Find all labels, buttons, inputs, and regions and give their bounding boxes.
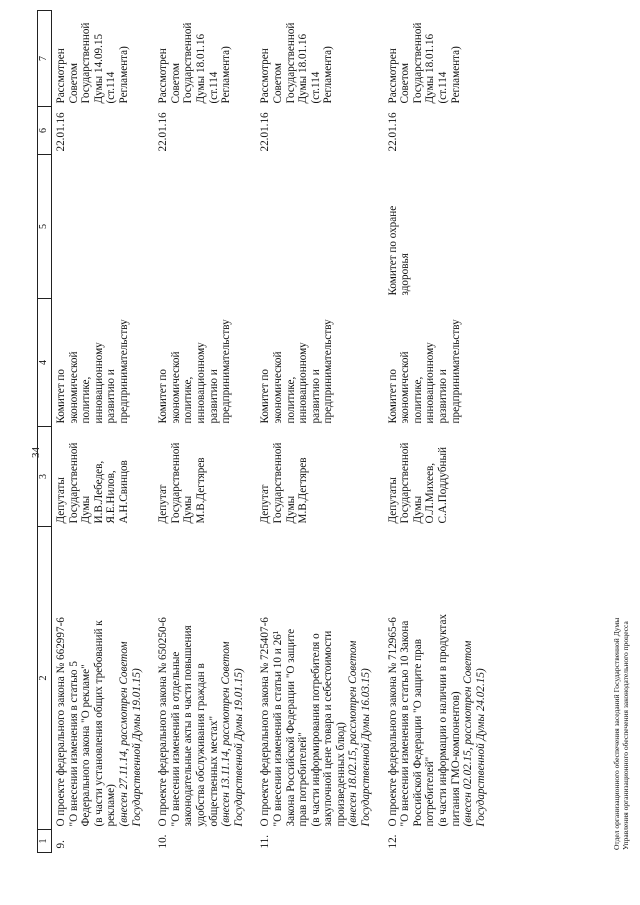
cell-line: Комитет по	[157, 369, 170, 424]
cell-line: (в части установления общих требований к	[92, 620, 105, 827]
cell-line: инновационному	[92, 342, 105, 424]
cell-line: Думы	[411, 495, 424, 524]
cell-line: Советом	[169, 63, 182, 104]
cell-line: произведенных блюд)	[334, 722, 347, 827]
authors-cell	[154, 427, 256, 527]
cell-line: закупочной цене товара и себестоимости	[322, 630, 335, 827]
table-row	[256, 11, 383, 853]
cell-line: (внесен 13.11.14, рассмотрен Советом	[220, 641, 233, 827]
cell-line: потребителей"	[424, 756, 437, 827]
committee-cell	[384, 299, 499, 427]
cell-line: "О внесении изменений в статьи 10 и 26¹	[271, 630, 284, 827]
cell-line: М.В.Дегтярев	[297, 457, 310, 524]
cell-line: (внесен 02.02.15, рассмотрен Советом	[462, 640, 475, 827]
cell-line: "О внесении изменения в статью 10 Закона	[399, 620, 412, 827]
co-committee-cell	[256, 155, 383, 299]
committee-cell	[256, 299, 383, 427]
cell-line: инновационному	[194, 342, 207, 424]
co-committee-cell	[384, 155, 499, 299]
cell-line: Государственной	[169, 442, 182, 524]
cell-line: (в части информирования потребителя о	[309, 633, 322, 827]
bills-table	[37, 10, 498, 853]
cell-line: рекламе)	[105, 784, 118, 827]
cell-line: (ст.114 Регламента)	[105, 46, 130, 104]
date-cell: 22.01.16	[55, 112, 67, 152]
bill-cell	[154, 527, 256, 830]
cell-line: Думы 14.09.15	[92, 33, 105, 104]
table-row	[384, 11, 499, 853]
cell-line: (в части информации о наличии в продуктах	[437, 613, 450, 827]
cell-line: Депутаты	[55, 477, 67, 524]
header-col-7: 7	[38, 11, 52, 107]
cell-line: (внесен 27.11.14, рассмотрен Советом	[117, 641, 130, 827]
cell-line: Комитет по	[259, 369, 272, 424]
cell-line: прав потребителей"	[297, 732, 310, 827]
cell-line: политике,	[284, 376, 297, 424]
cell-line: Государственной Думы 24.02.15)	[474, 668, 487, 827]
cell-line: общественных местах"	[207, 715, 220, 827]
cell-line: О проекте федерального закона № 662997-6	[55, 617, 67, 827]
cell-line: предпринимательству	[322, 319, 335, 424]
cell-line: Депутат	[259, 484, 272, 524]
cell-line: Государственной	[411, 22, 424, 104]
cell-line: О.Л.Михеев,	[424, 462, 437, 524]
cell-line: политике,	[411, 376, 424, 424]
cell-line: (ст.114 Регламента)	[207, 46, 233, 104]
table-row	[154, 11, 256, 853]
cell-line: удобства обслуживания граждан в	[194, 663, 207, 827]
cell-line: Думы 18.01.16	[194, 33, 207, 104]
cell-line: Государственной	[399, 442, 412, 524]
cell-line: Государственной	[284, 22, 297, 104]
row-number: 10.	[157, 834, 170, 849]
cell-line: Государственной Думы 19.01.15)	[130, 668, 143, 827]
cell-line: Думы 18.01.16	[424, 33, 437, 104]
footer	[612, 618, 630, 850]
header-col-5: 5	[38, 155, 52, 299]
cell-line: О проекте федерального закона № 725407-6	[259, 617, 272, 827]
cell-line: "О внесении изменения в статью 5	[67, 661, 80, 827]
cell-line: О проекте федерального закона № 712965-6	[386, 617, 399, 827]
cell-line: предпринимательству	[117, 319, 130, 424]
cell-line: (ст.114 Регламента)	[437, 46, 462, 104]
cell-line: предпринимательству	[449, 319, 462, 424]
authors-cell	[52, 427, 155, 527]
result-cell	[154, 11, 256, 107]
co-committee-cell	[154, 155, 256, 299]
result-cell	[384, 11, 499, 107]
cell-line: С.А.Поддубный	[437, 447, 450, 524]
cell-line: Государственной	[80, 22, 93, 104]
cell-line: инновационному	[297, 342, 310, 424]
cell-line: политике,	[182, 376, 195, 424]
cell-line: Государственной	[182, 22, 195, 104]
cell-line: законодательные акты в части повышения	[182, 625, 195, 827]
header-col-6: 6	[38, 107, 52, 155]
cell-line: Думы	[80, 495, 93, 524]
cell-line: экономической	[399, 351, 412, 424]
cell-line: развитию и	[105, 369, 118, 424]
bill-cell	[384, 527, 499, 830]
bill-cell	[256, 527, 383, 830]
cell-line: Государственной Думы 19.01.15)	[232, 668, 245, 827]
table-row	[52, 11, 155, 853]
cell-line: Рассмотрен	[55, 48, 67, 104]
row-number: 12.	[386, 834, 399, 849]
row-number: 9.	[55, 840, 67, 849]
cell-line: Рассмотрен	[386, 48, 399, 104]
cell-line: Я.Е.Нилов,	[105, 470, 118, 524]
bill-cell	[52, 527, 155, 830]
cell-line: Советом	[271, 63, 284, 104]
cell-line: "О внесении изменений в отдельные	[169, 651, 182, 827]
cell-line: развитию и	[437, 369, 450, 424]
cell-line: Депутат	[157, 484, 170, 524]
header-col-3: 3	[38, 427, 52, 527]
date-cell: 22.01.16	[386, 112, 399, 152]
row-number: 11.	[259, 834, 272, 849]
cell-line: здоровья	[399, 253, 412, 296]
cell-line: М.В.Дегтярев	[194, 457, 207, 524]
cell-line: Государственной	[271, 442, 284, 524]
co-committee-cell	[52, 155, 155, 299]
cell-line: инновационному	[424, 342, 437, 424]
cell-line: А.Н.Свинцов	[117, 460, 130, 524]
footer-line-2: Управления организационного обеспечения законодательного процесса	[621, 621, 630, 850]
cell-line: политике,	[80, 376, 93, 424]
page-number: 34	[30, 447, 42, 458]
cell-line: Государственной	[67, 442, 80, 524]
cell-line: предпринимательству	[220, 319, 233, 424]
committee-cell	[52, 299, 155, 427]
cell-line: Государственной Думы 16.03.15)	[360, 668, 373, 827]
authors-cell	[256, 427, 383, 527]
cell-line: Думы 18.01.16	[297, 33, 310, 104]
result-cell	[52, 11, 155, 107]
authors-cell	[384, 427, 499, 527]
cell-line: Российской Федерации "О защите прав	[411, 639, 424, 827]
cell-line: (внесен 18.02.15, рассмотрен Советом	[347, 640, 360, 827]
cell-line: Думы	[284, 495, 297, 524]
cell-line: О проекте федерального закона № 650250-6	[157, 617, 170, 827]
cell-line: развитию и	[309, 369, 322, 424]
header-row	[38, 11, 52, 853]
cell-line: Рассмотрен	[259, 48, 272, 104]
header-col-1: 1	[38, 830, 52, 853]
cell-line: развитию и	[207, 369, 220, 424]
cell-line: экономической	[67, 351, 80, 424]
committee-cell	[154, 299, 256, 427]
result-cell	[256, 11, 383, 107]
cell-line: Комитет по	[55, 369, 67, 424]
cell-line: экономической	[169, 351, 182, 424]
date-cell: 22.01.16	[157, 112, 170, 152]
cell-line: Закона Российской Федерации "О защите	[284, 628, 297, 827]
cell-line: И.В.Лебедев,	[92, 460, 105, 524]
footer-line-1: Отдел организационного обеспечения заседаний Государственной Думы	[612, 617, 621, 850]
cell-line: Комитет по	[386, 369, 399, 424]
cell-line: Рассмотрен	[157, 48, 170, 104]
cell-line: Депутаты	[386, 477, 399, 524]
cell-line: (ст.114 Регламента)	[309, 46, 335, 104]
cell-line: Комитет по охране	[386, 205, 399, 296]
date-cell: 22.01.16	[259, 112, 272, 152]
cell-line: Думы	[182, 495, 195, 524]
header-col-4: 4	[38, 299, 52, 427]
cell-line: Федерального закона "О рекламе"	[80, 664, 93, 827]
cell-line: Советом	[67, 63, 80, 104]
cell-line: Советом	[399, 63, 412, 104]
cell-line: питания ГМО-компонентов)	[449, 691, 462, 827]
header-col-2: 2	[38, 527, 52, 830]
cell-line: экономической	[271, 351, 284, 424]
